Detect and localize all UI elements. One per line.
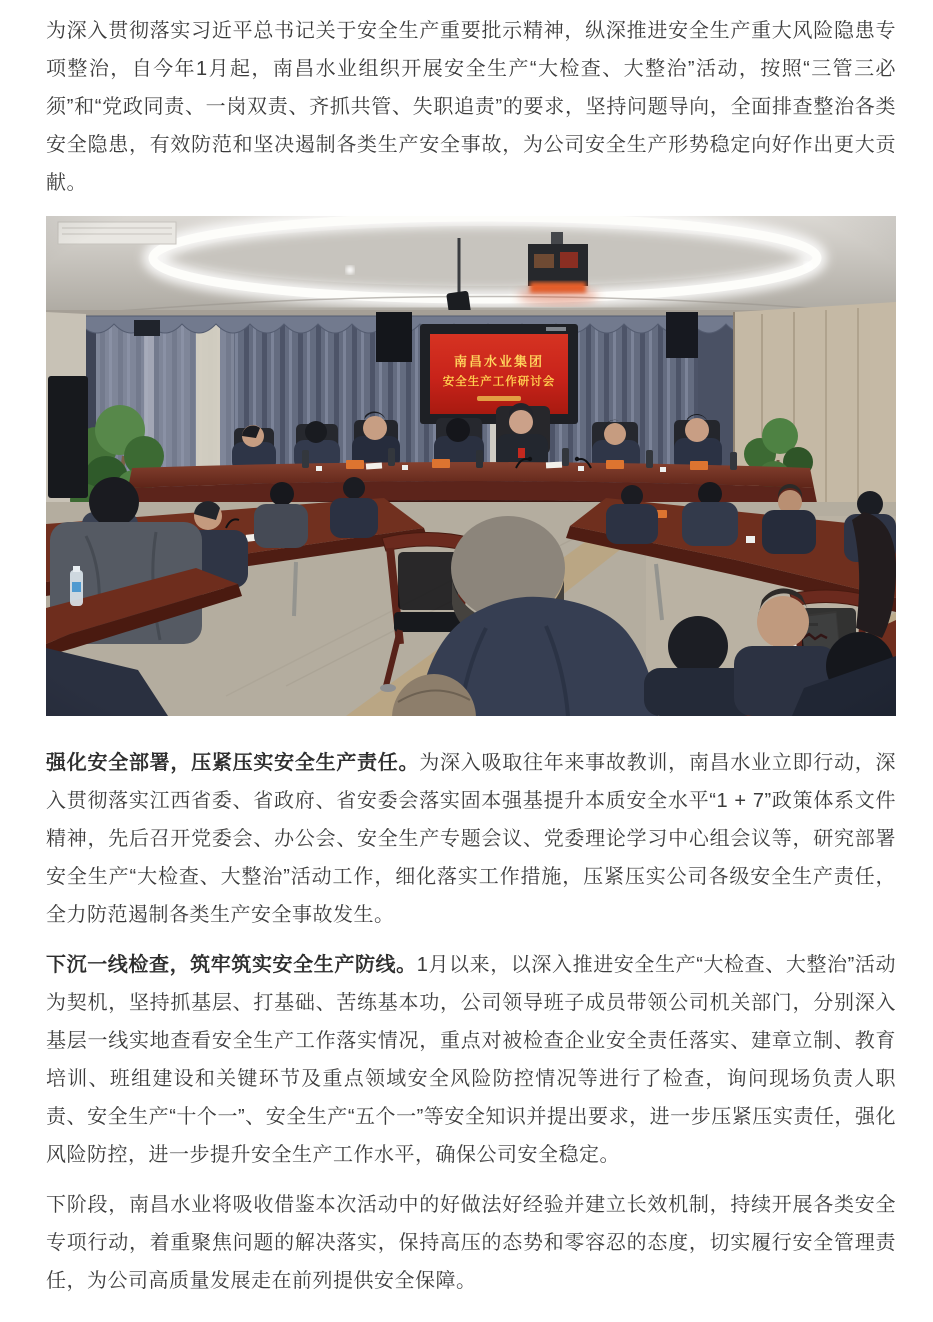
paragraph-2-body: 为深入吸取往年来事故教训，南昌水业立即行动，深入贯彻落实江西省委、省政府、省安委会落实固本强基提升本质安全水平“1 + 7”政策体系文件精神，先后召开党委会、办公会、安全生产专题会议、党委理论学习中心组会议等，研究部署安全生产“大检查、大整治”活动工作，细化落实工作措施，压紧压实公司各级安全生产责任，全力防范遏制各类生产安全事故发生。 (46, 752, 897, 926)
paragraph-3-body: 1月以来，以深入推进安全生产“大检查、大整治”活动为契机，坚持抓基层、打基础、苦练基本功，公司领导班子成员带领公司机关部门，分别深入基层一线实地查看安全生产工作落实情况，重点对被检查企业安全责任落实、建章立制、教育培训、班组建设和关键环节及重点领域安全风险防控情况等进行了检查，询问现场负责人职责、安全生产“十个一”、安全生产“五个一”等安全知识并提出要求，进一步压紧压实责任，强化风险防控，进一步提升安全生产工作水平，确保公司安全稳定。 (46, 954, 896, 1166)
vignette (46, 216, 896, 716)
paragraph-3 (46, 946, 896, 1174)
paragraph-4 (46, 1186, 896, 1300)
paragraph-2 (46, 744, 896, 934)
paragraph-3-lead: 下沉一线检查，筑牢筑实安全生产防线。 (46, 954, 417, 976)
paragraph-4-body: 下阶段，南昌水业将吸收借鉴本次活动中的好做法好经验并建立长效机制，持续开展各类安全专项行动，着重聚焦问题的解决落实，保持高压的态势和零容忍的态度，切实履行安全管理责任，为公司高质量发展走在前列提供安全保障。 (46, 1194, 896, 1292)
meeting-photo (46, 216, 896, 716)
paragraph-2-lead: 强化安全部署，压紧压实安全生产责任。 (46, 752, 420, 774)
meeting-room-illustration (46, 216, 896, 716)
paragraph-1 (46, 12, 896, 202)
paragraph-1-body: 为深入贯彻落实习近平总书记关于安全生产重要批示精神，纵深推进安全生产重大风险隐患专项整治，自今年1月起，南昌水业组织开展安全生产“大检查、大整治”活动，按照“三管三必须”和“党政同责、一岗双责、齐抓共管、失职追责”的要求，坚持问题导向，全面排查整治各类安全隐患，有效防范和坚决遏制各类生产安全事故，为公司安全生产形势稳定向好作出更大贡献。 (46, 20, 896, 194)
